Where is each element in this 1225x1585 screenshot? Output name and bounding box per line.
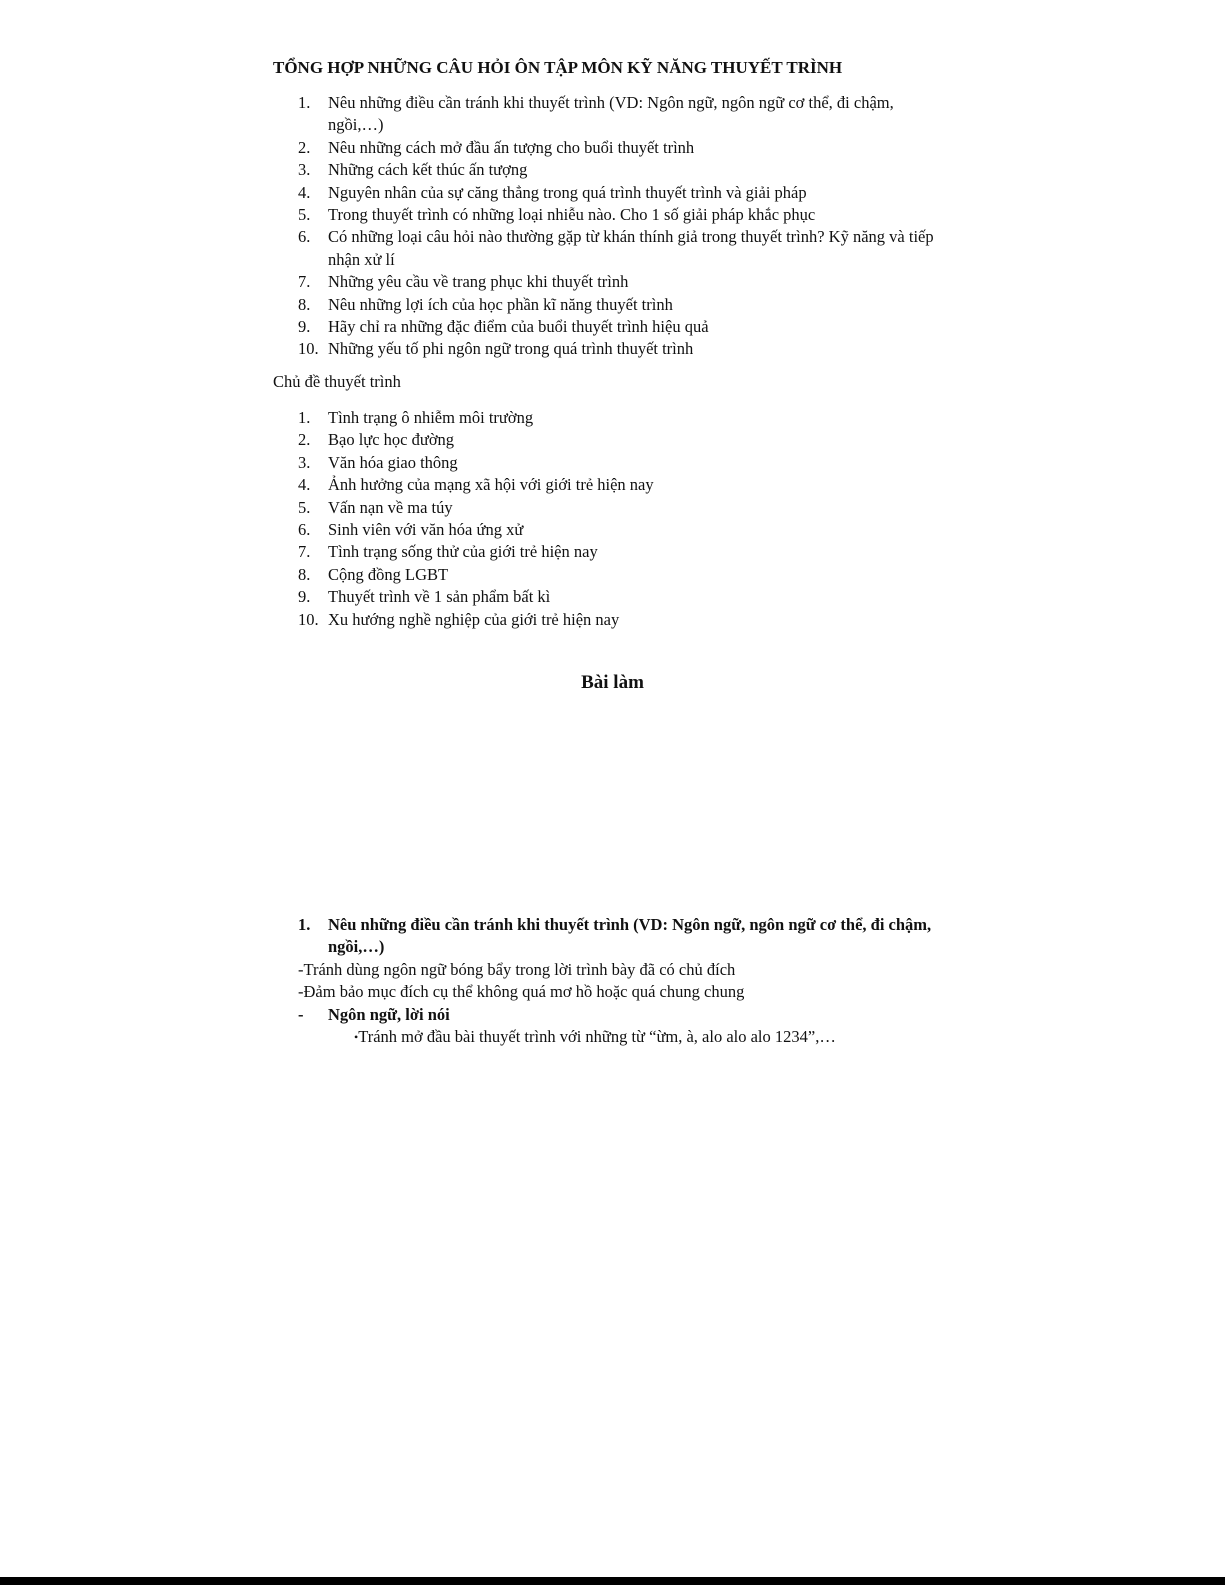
list-number: 3. [298,160,311,180]
subheading-dash: - [298,1004,304,1024]
list-item [298,452,948,474]
list-item-text: Trong thuyết trình có những loại nhiễu nào. Cho 1 số giải pháp khắc phục [328,205,816,225]
list-number: 4. [298,475,311,495]
list-number: 7. [298,272,311,292]
list-item-text: Những yếu tố phi ngôn ngữ trong quá trình thuyết trình [328,339,694,359]
list-item [298,407,948,429]
bullet-icon: • [354,1030,359,1045]
list-item-text: Xu hướng nghề nghiệp của giới trẻ hiện nay [328,609,620,629]
list-number: 6. [298,227,311,247]
answer-bullet [298,1026,948,1048]
bullet-text: Tránh mở đầu bài thuyết trình với những từ “ừm, à, alo alo alo 1234”,… [358,1027,836,1047]
list-item [298,474,948,496]
list-item-text: Những yêu cầu về trang phục khi thuyết trình [328,272,629,292]
list-item-text: Có những loại câu hỏi nào thường gặp từ khán thính giả trong thuyết trình? Kỹ năng và tiếp nhận xử lí [328,227,934,269]
list-item [298,429,948,451]
list-number: 1. [298,93,311,112]
answer-subheading [298,1004,948,1026]
list-item-text: Tình trạng sống thử của giới trẻ hiện nay [328,542,598,562]
answer-heading: Bài làm [581,672,644,693]
list-item-text: Những cách kết thúc ấn tượng [328,160,528,180]
list-item [298,204,948,226]
answer-section [298,914,948,1048]
list-number: 8. [298,294,311,314]
review-questions-list [298,92,948,361]
list-item-text: Ảnh hưởng của mạng xã hội với giới trẻ hiện nay [328,475,654,495]
list-item [298,137,948,159]
answer-question [298,914,948,959]
document-title: TỔNG HỢP NHỮNG CÂU HỎI ÔN TẬP MÔN KỸ NĂNG THUYẾT TRÌNH [273,58,843,77]
answer-question-text: Nêu những điều cần tránh khi thuyết trình (VD: Ngôn ngữ, ngôn ngữ cơ thể, đi chậm, ngồi,…) [328,915,932,957]
list-item-text: Nguyên nhân của sự căng thẳng trong quá trình thuyết trình và giải pháp [328,182,807,202]
list-item-text: Nêu những điều cần tránh khi thuyết trình (VD: Ngôn ngữ, ngôn ngữ cơ thể, đi chậm, ngồi,…) [328,93,894,135]
list-number: 7. [298,542,311,562]
list-number: 10. [298,609,319,629]
list-item-text: Hãy chỉ ra những đặc điểm của buổi thuyết trình hiệu quả [328,317,709,337]
topics-label: Chủ đề thuyết trình [273,372,401,391]
list-item [298,586,948,608]
list-item-text: Vấn nạn về ma túy [328,497,453,517]
list-item [298,294,948,316]
list-number: 2. [298,430,311,450]
list-number: 2. [298,137,311,157]
list-item-text: Tình trạng ô nhiễm môi trường [328,408,534,427]
list-item [298,338,948,360]
answer-line: -Đảm bảo mục đích cụ thể không quá mơ hồ hoặc quá chung chung [298,982,745,1002]
list-number: 4. [298,182,311,202]
list-item [298,271,948,293]
list-item-text: Văn hóa giao thông [328,452,458,472]
list-item [298,316,948,338]
list-number: 1. [298,408,311,427]
list-item-text: Nêu những lợi ích của học phần kĩ năng thuyết trình [328,294,673,314]
answer-question-number: 1. [298,915,311,934]
list-number: 9. [298,317,311,337]
answer-line: -Tránh dùng ngôn ngữ bóng bẩy trong lời trình bày đã có chủ đích [298,959,736,979]
list-number: 6. [298,520,311,540]
list-item [298,541,948,563]
list-item [298,92,948,137]
list-number: 9. [298,587,311,607]
list-item-text: Cộng đồng LGBT [328,564,449,584]
list-item-text: Nêu những cách mở đầu ấn tượng cho buổi thuyết trình [328,137,695,157]
list-number: 5. [298,497,311,517]
list-item [298,182,948,204]
topics-list [298,407,948,631]
list-number: 10. [298,339,319,359]
list-item [298,519,948,541]
list-number: 3. [298,452,311,472]
list-item-text: Thuyết trình về 1 sản phẩm bất kì [328,587,551,607]
subheading-text: Ngôn ngữ, lời nói [328,1004,450,1024]
list-number: 8. [298,564,311,584]
list-item [298,609,948,631]
list-number: 5. [298,205,311,225]
list-item [298,564,948,586]
list-item-text: Sinh viên với văn hóa ứng xử [328,520,524,540]
list-item [298,497,948,519]
page-bottom-border [0,1577,1225,1585]
list-item [298,159,948,181]
list-item-text: Bạo lực học đường [328,430,455,450]
list-item [298,226,948,271]
